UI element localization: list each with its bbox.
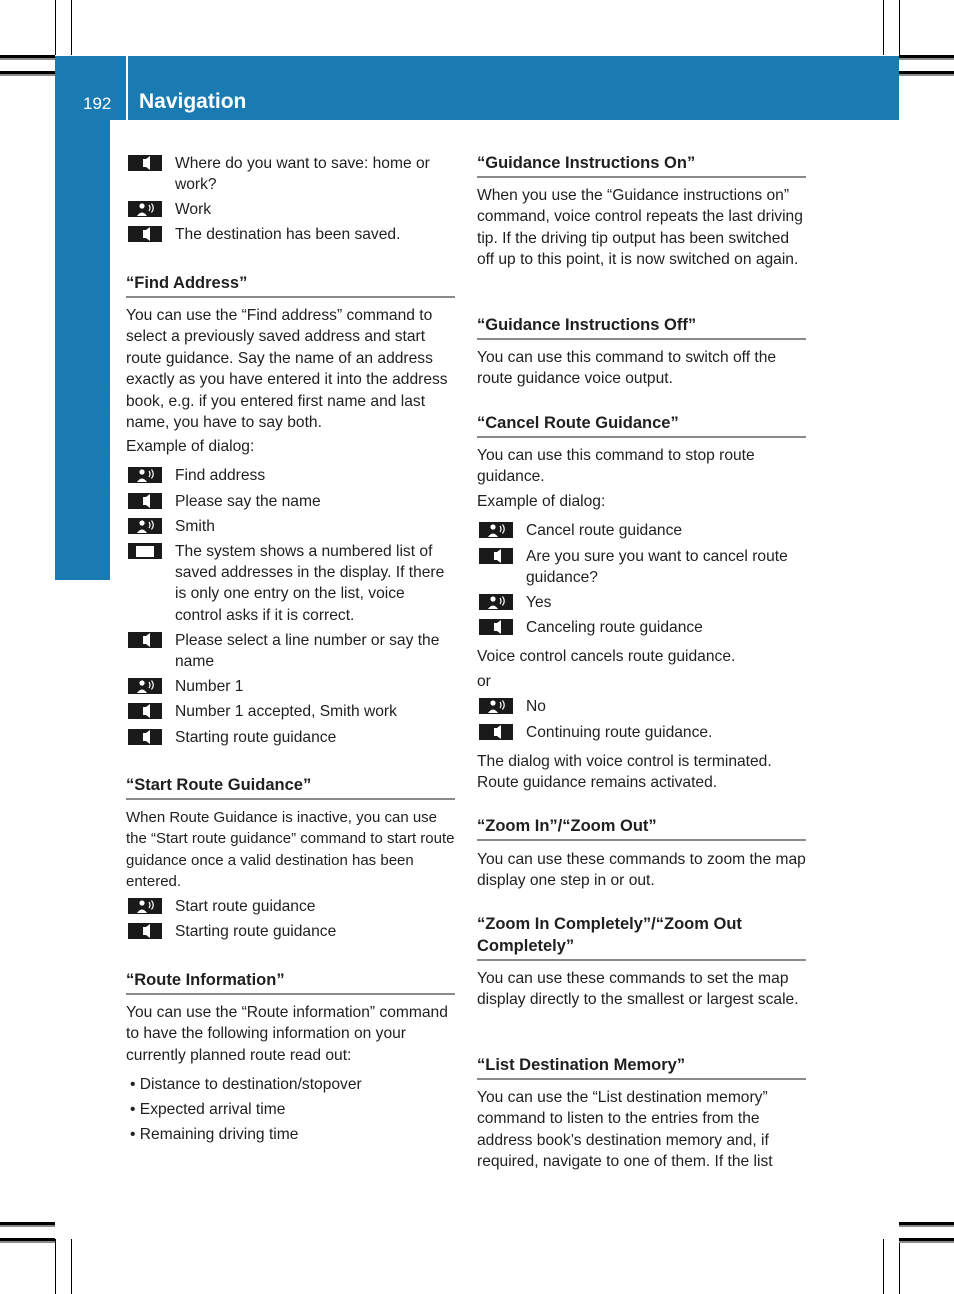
dialog-text: Canceling route guidance: [526, 619, 703, 636]
section-title: Navigation: [139, 90, 247, 113]
bullet-text: Remaining driving time: [139, 1126, 299, 1143]
dialog-row: [477, 546, 806, 588]
crop-mark: [55, 0, 56, 55]
dialog-text: Start route guidance: [175, 898, 316, 915]
voice-output-icon: [479, 724, 513, 740]
dialog-text: Smith: [175, 518, 215, 535]
paragraph: Example of dialog:: [477, 493, 606, 510]
dialog-text: Where do you want to save: home or work?: [175, 155, 430, 194]
crop-mark: [0, 55, 55, 60]
voice-output-icon: [128, 155, 162, 171]
dialog-text: No: [526, 698, 546, 715]
bullet-item: • Expected arrival time: [130, 1101, 286, 1118]
paragraph: You can use this command to stop route guidance.: [477, 447, 755, 486]
speak-command-icon: [128, 518, 162, 534]
crop-mark: [899, 55, 954, 60]
voice-output-icon: [128, 632, 162, 648]
dialog-text: Number 1 accepted, Smith work: [175, 703, 397, 720]
voice-output-icon: [128, 923, 162, 939]
crop-mark: [55, 1239, 56, 1294]
dialog-row: [126, 921, 455, 942]
speak-command-icon: [128, 467, 162, 483]
bullet-item: • Distance to destination/stopover: [130, 1076, 362, 1093]
header-divider: [126, 56, 128, 120]
section-heading: “List Destination Memory”: [477, 1054, 806, 1080]
voice-output-icon: [128, 729, 162, 745]
dialog-text: Are you sure you want to cancel route guidance?: [526, 548, 788, 587]
crop-mark: [899, 0, 900, 55]
paragraph: You can use the “List destination memory” command to listen to the entries from the address book’s destination memory and, if required, navigate to one of them. If the list: [477, 1089, 773, 1171]
dialog-text: Continuing route guidance.: [526, 724, 713, 741]
voice-output-icon: [479, 619, 513, 635]
voice-output-icon: [128, 703, 162, 719]
bullet-item: • Remaining driving time: [130, 1126, 299, 1143]
speak-command-icon: [128, 678, 162, 694]
dialog-text: Starting route guidance: [175, 923, 337, 940]
dialog-row: [126, 896, 455, 917]
dialog-row: [477, 592, 806, 613]
dialog-row: [477, 696, 806, 717]
paragraph: You can use this command to switch off the route guidance voice output.: [477, 349, 777, 388]
paragraph: You can use the “Route information” command to have the following information on your currently planned route read out:: [126, 1004, 448, 1064]
paragraph: When you use the “Guidance instructions on” command, voice control repeats the last driving tip. If the driving tip output has been switched off up to this point, it is now switched on again.: [477, 187, 803, 269]
dialog-text: Starting route guidance: [175, 729, 337, 746]
crop-mark: [0, 1238, 55, 1243]
crop-mark: [71, 1239, 72, 1294]
dialog-text: Please say the name: [175, 493, 321, 510]
dialog-row: [126, 676, 455, 697]
section-heading: “Zoom In Completely”/“Zoom Out Completely”: [477, 913, 806, 961]
paragraph: You can use these commands to set the map display directly to the smallest or largest scale.: [477, 970, 799, 1009]
dialog-row: [126, 153, 455, 195]
crop-mark: [0, 1222, 55, 1227]
crop-mark: [899, 1239, 900, 1294]
side-tab-label: Voice Control: [85, 374, 112, 530]
speak-command-icon: [128, 201, 162, 217]
speak-command-icon: [479, 522, 513, 538]
paragraph: Voice control cancels route guidance.: [477, 648, 736, 665]
dialog-row: [477, 520, 806, 541]
speak-command-icon: [128, 898, 162, 914]
crop-mark: [883, 0, 884, 55]
bullet-text: Distance to destination/stopover: [139, 1076, 362, 1093]
dialog-text: The destination has been saved.: [175, 226, 401, 243]
dialog-row: [126, 727, 455, 748]
dialog-row: [477, 617, 806, 638]
page-header: [55, 56, 899, 120]
crop-mark: [883, 1239, 884, 1294]
speak-command-icon: [479, 698, 513, 714]
dialog-row: [126, 491, 455, 512]
bullet-text: Expected arrival time: [139, 1101, 286, 1118]
section-heading: “Guidance Instructions Off”: [477, 314, 806, 340]
paragraph: The dialog with voice control is terminated. Route guidance remains activated.: [477, 753, 772, 792]
crop-mark: [899, 1238, 954, 1243]
paragraph: You can use these commands to zoom the map display one step in or out.: [477, 851, 806, 890]
speak-command-icon: [479, 594, 513, 610]
dialog-text: The system shows a numbered list of saved addresses in the display. If there is only one entry on the list, voice control asks if it is correct.: [175, 543, 445, 624]
section-heading: “Find Address”: [126, 272, 455, 298]
dialog-text: Yes: [526, 594, 552, 611]
paragraph: or: [477, 673, 491, 690]
dialog-row: [126, 199, 455, 220]
dialog-text: Work: [175, 201, 212, 218]
dialog-row: [126, 541, 455, 626]
crop-mark: [0, 71, 55, 76]
crop-mark: [71, 0, 72, 55]
dialog-row: [126, 465, 455, 486]
display-icon: [128, 543, 162, 559]
voice-output-icon: [128, 226, 162, 242]
dialog-row: [126, 630, 455, 672]
dialog-text: Number 1: [175, 678, 244, 695]
section-heading: “Zoom In”/“Zoom Out”: [477, 815, 806, 841]
dialog-row: [126, 701, 455, 722]
crop-mark: [899, 71, 954, 76]
dialog-text: Please select a line number or say the name: [175, 632, 440, 671]
paragraph: You can use the “Find address” command to select a previously saved address and start route guidance. Say the name of an address exactly as you have entered it into the address book, e.g. if you entered first name and last name, you have to say both.: [126, 307, 448, 432]
paragraph: Example of dialog:: [126, 438, 255, 455]
dialog-text: Cancel route guidance: [526, 522, 683, 539]
paragraph: When Route Guidance is inactive, you can use the “Start route guidance” command to start route guidance once a valid destination has been entered.: [126, 809, 455, 891]
dialog-text: Find address: [175, 467, 266, 484]
section-heading: “Route Information”: [126, 969, 455, 995]
page-number: 192: [83, 94, 112, 113]
dialog-row: [477, 722, 806, 743]
crop-mark: [899, 1222, 954, 1227]
section-heading: “Cancel Route Guidance”: [477, 412, 806, 438]
voice-output-icon: [479, 548, 513, 564]
section-heading: “Start Route Guidance”: [126, 774, 455, 800]
voice-output-icon: [128, 493, 162, 509]
dialog-row: [126, 516, 455, 537]
dialog-row: [126, 224, 455, 245]
section-heading: “Guidance Instructions On”: [477, 152, 806, 178]
